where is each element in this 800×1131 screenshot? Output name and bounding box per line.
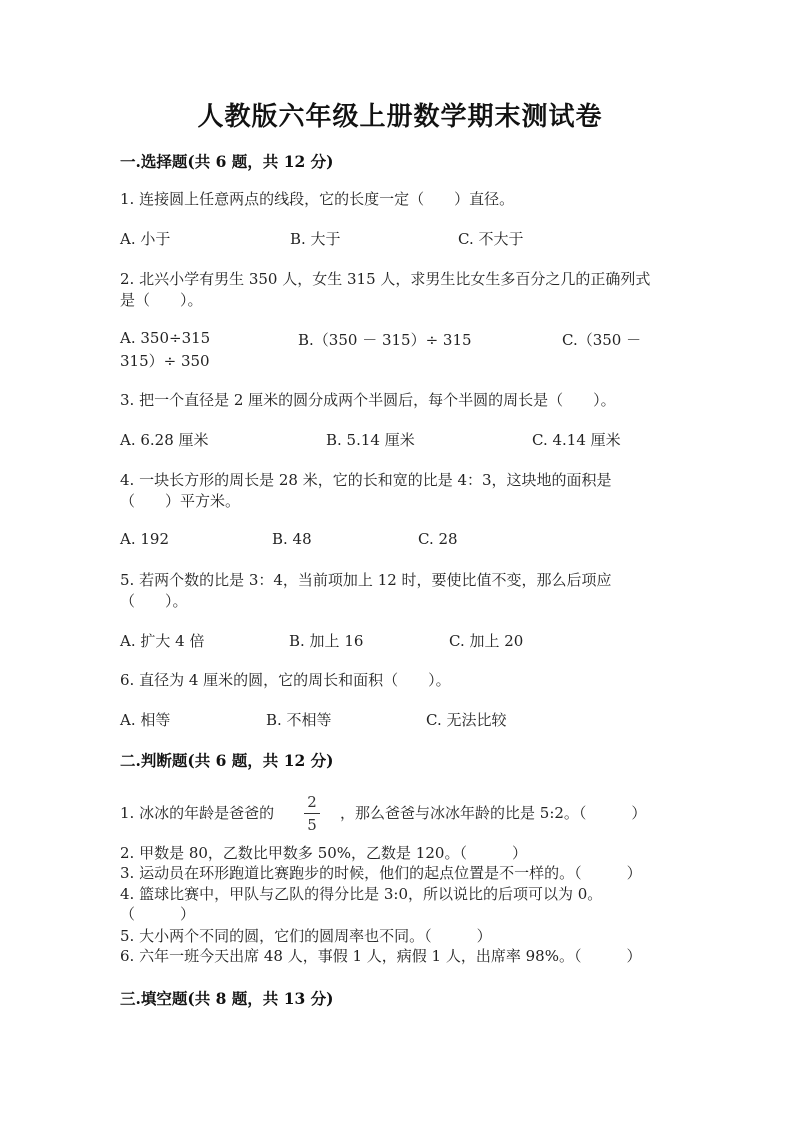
question-5-option-a: A. 扩大 4 倍 (120, 632, 205, 650)
question-2-stem-line1: 2. 北兴小学有男生 350 人，女生 315 人，求男生比女生多百分之几的正确列式 (120, 270, 651, 288)
judge-1-text-pre: 1. 冰冰的年龄是爸爸的 (120, 804, 275, 822)
judge-6-text: 6. 六年一班今天出席 48 人，事假 1 人，病假 1 人，出席率 98%。（ ） (120, 947, 642, 965)
question-3-stem: 3. 把一个直径是 2 厘米的圆分成两个半圆后，每个半圆的周长是（ ）。 (120, 391, 616, 409)
question-4-option-a: A. 192 (120, 530, 169, 548)
fraction-bar (304, 813, 320, 814)
question-2-option-c: C.（350 － (562, 331, 642, 349)
question-3-option-b: B. 5.14 厘米 (326, 431, 415, 449)
question-6-stem: 6. 直径为 4 厘米的圆，它的周长和面积（ ）。 (120, 671, 451, 689)
question-3-option-c: C. 4.14 厘米 (532, 431, 621, 449)
question-1-option-a: A. 小于 (120, 230, 171, 248)
question-6-option-b: B. 不相等 (266, 711, 332, 729)
question-1-stem: 1. 连接圆上任意两点的线段，它的长度一定（ ）直径。 (120, 190, 515, 208)
question-5-option-b: B. 加上 16 (289, 632, 364, 650)
judge-3-text: 3. 运动员在环形跑道比赛跑步的时候，他们的起点位置是不一样的。（ ） (120, 864, 642, 882)
question-4-stem-line1: 4. 一块长方形的周长是 28 米，它的长和宽的比是 4：3，这块地的面积是 (120, 471, 612, 489)
question-1-option-c: C. 不大于 (458, 230, 524, 248)
section-heading-choice: 一.选择题(共 6 题，共 12 分) (120, 152, 334, 171)
question-5-stem-line1: 5. 若两个数的比是 3：4，当前项加上 12 时，要使比值不变，那么后项应 (120, 571, 612, 589)
question-2-option-a: A. 350÷315 (120, 329, 211, 347)
question-2-stem-line2: 是（ ）。 (120, 291, 203, 309)
question-1-option-b: B. 大于 (290, 230, 341, 248)
section-heading-judge: 二.判断题(共 6 题，共 12 分) (120, 751, 334, 770)
judge-1-text-post: ，那么爸爸与冰冰年龄的比是 5:2。（ ） (340, 804, 647, 822)
question-3-option-a: A. 6.28 厘米 (120, 431, 209, 449)
question-6-option-c: C. 无法比较 (426, 711, 507, 729)
page-title: 人教版六年级上册数学期末测试卷 (197, 102, 603, 132)
judge-2-text: 2. 甲数是 80，乙数比甲数多 50%，乙数是 120。（ ） (120, 844, 527, 862)
question-2-option-c-cont: 315）÷ 350 (120, 352, 210, 370)
question-6-option-a: A. 相等 (120, 711, 171, 729)
question-4-stem-line2: （ ）平方米。 (120, 492, 241, 510)
question-4-option-c: C. 28 (418, 530, 458, 548)
section-heading-fill: 三.填空题(共 8 题，共 13 分) (120, 989, 334, 1008)
judge-5-text: 5. 大小两个不同的圆，它们的圆周率也不同。（ ） (120, 927, 492, 945)
question-5-option-c: C. 加上 20 (449, 632, 524, 650)
judge-4-text-line2: （ ） (120, 905, 196, 923)
question-4-option-b: B. 48 (272, 530, 312, 548)
fraction-two-fifths (304, 794, 320, 833)
fraction-denominator: 5 (307, 816, 317, 834)
judge-4-text-line1: 4. 篮球比赛中，甲队与乙队的得分比是 3:0，所以说比的后项可以为 0。 (120, 885, 603, 903)
question-5-stem-line2: （ ）。 (120, 592, 188, 610)
fraction-numerator: 2 (307, 793, 317, 811)
question-2-option-b: B.（350 － 315）÷ 315 (298, 331, 472, 349)
